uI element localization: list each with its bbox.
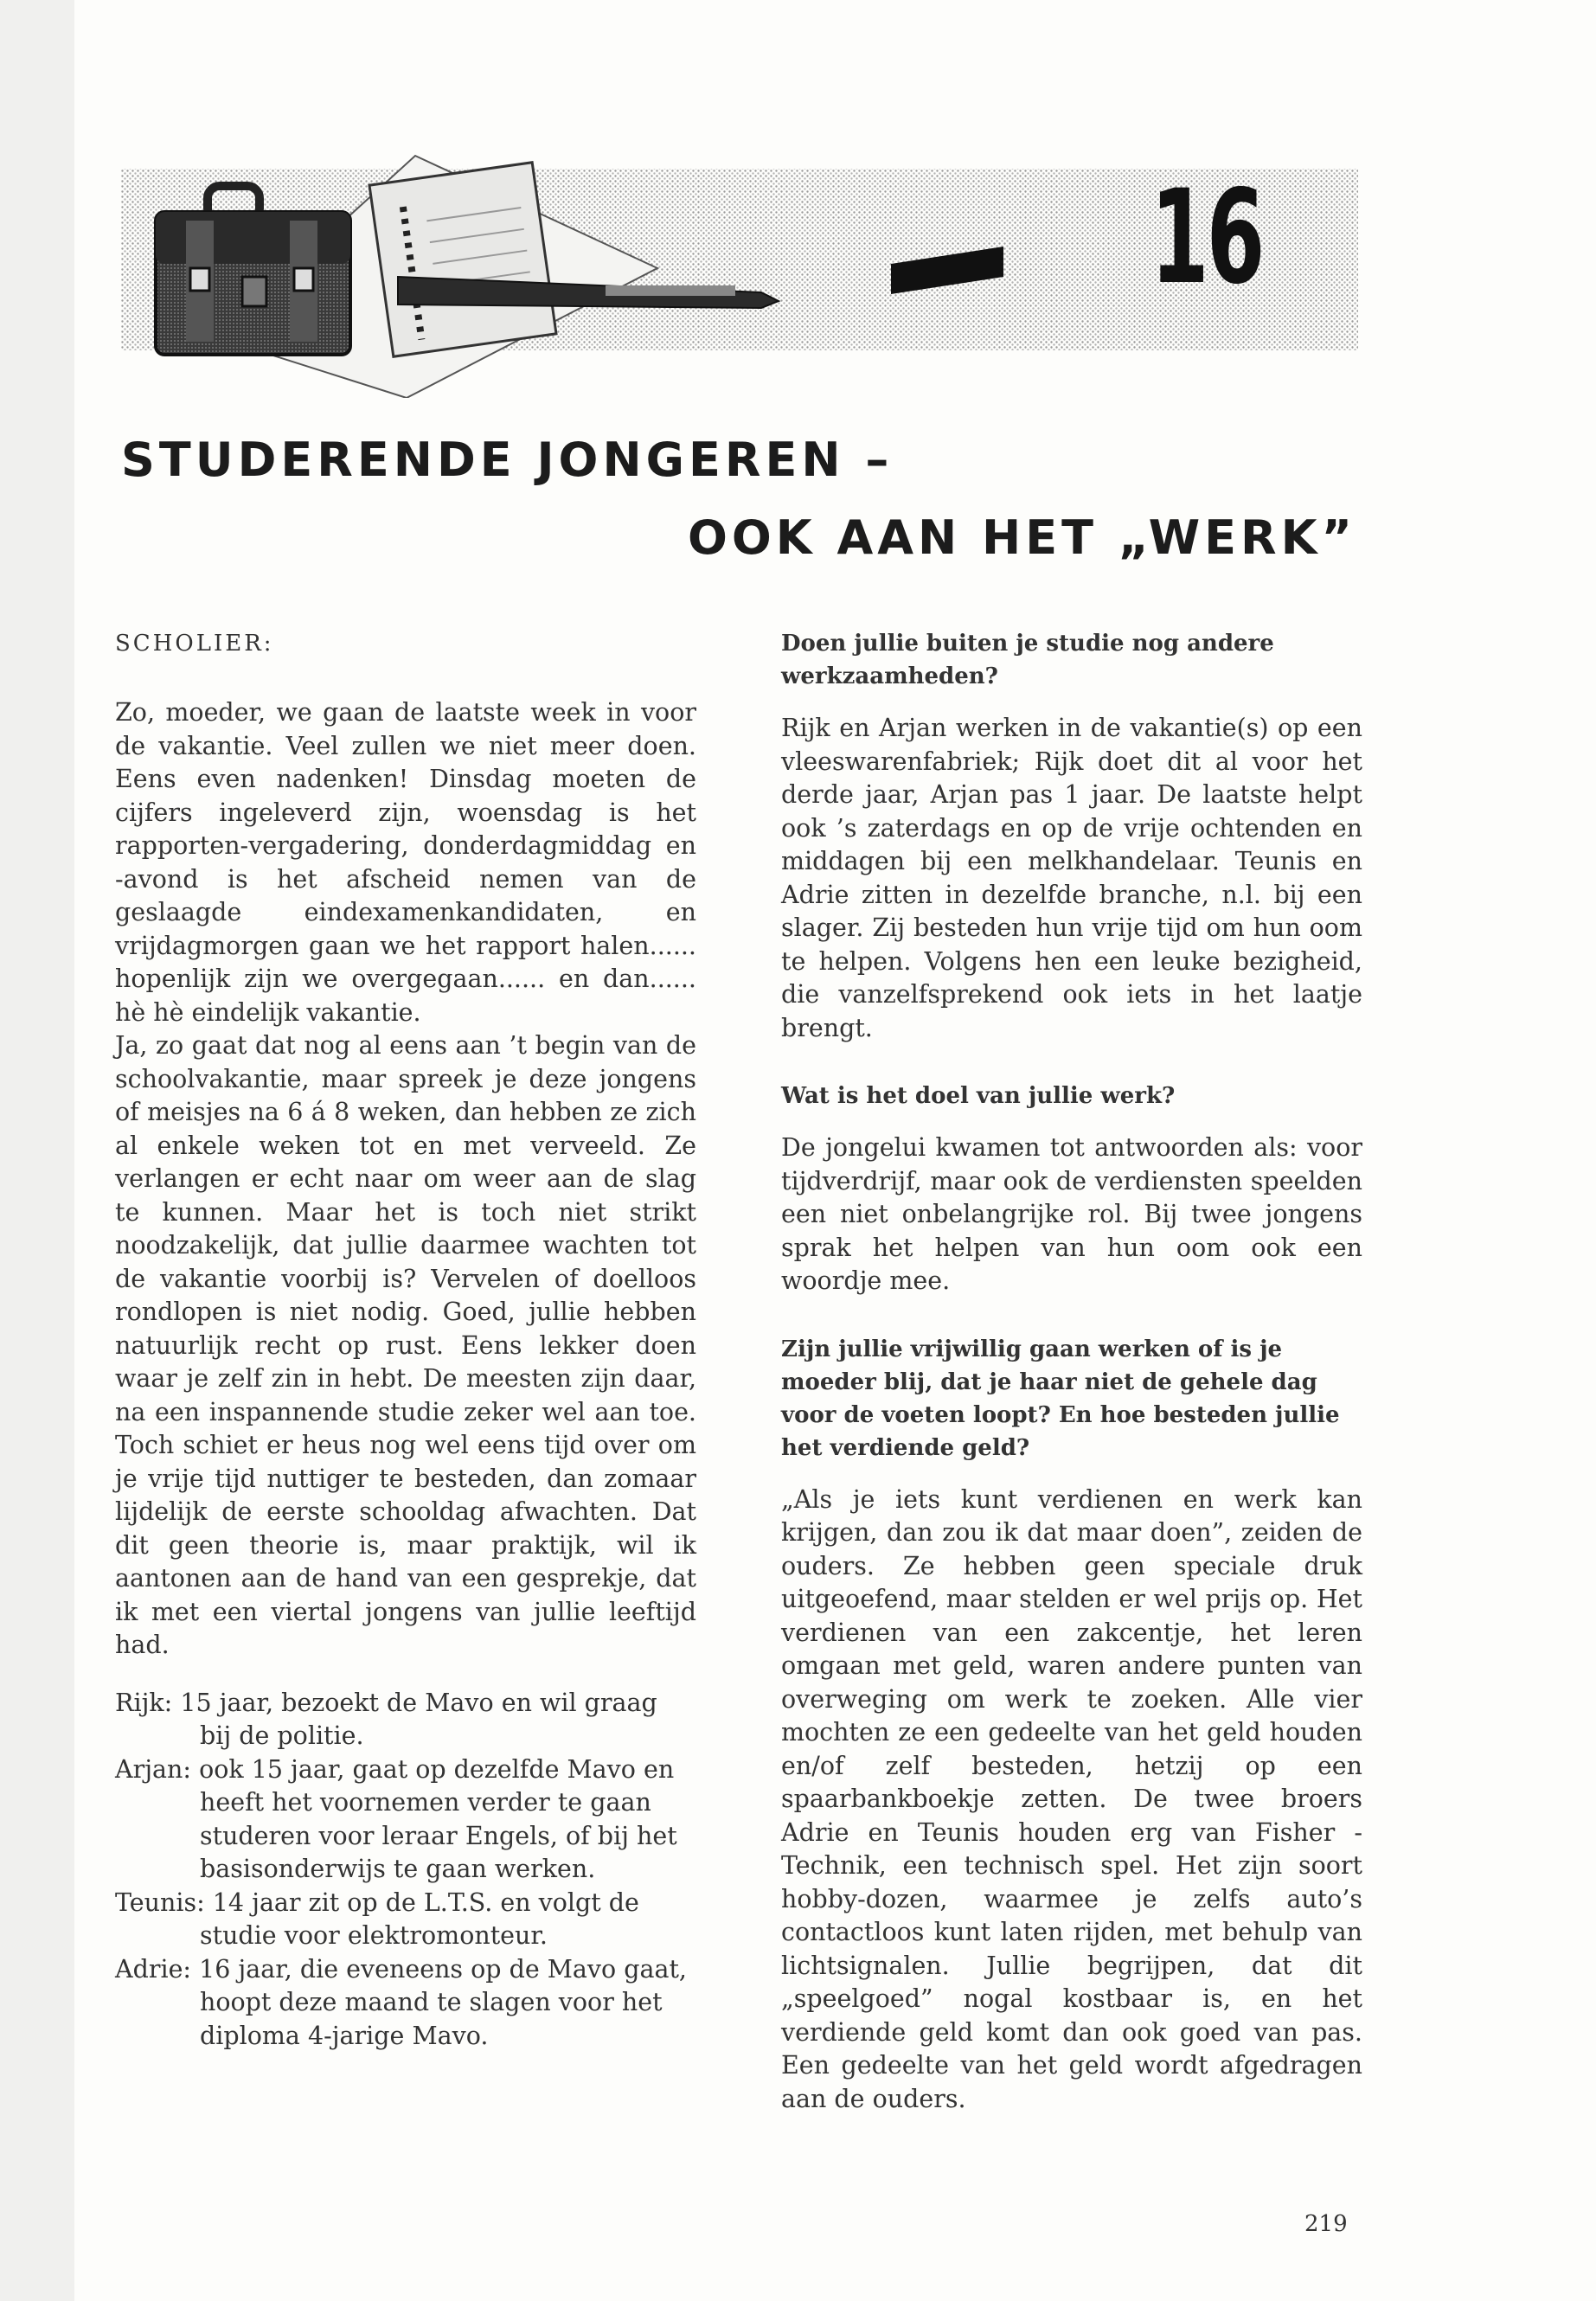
answer-3: „Als je iets kunt verdienen en werk kan krijgen, dan zou ik dat maar doen”, zeiden de ouders. Ze hebben geen speciale druk uitgeoefend, maar stelden er wel prijs op. Het verdienen van een zakcentje, het leren omgaan met geld, waren andere punten van overweging om werk te zoeken. Alle vier mochten ze een gedeelte van het geld houden en/of zelf besteden, hetzij op een spaarbankboekje zetten. De twee broers Adrie en Teunis houden erg van Fisher - Technik, een technisch spel. Het zijn soort hobby-dozen, waarmee je zelfs auto’s contactloos kunt laten rijden, met behulp van lichtsignalen. Jullie begrijpen, dat dit „speelgoed” nogal kostbaar is, en het verdiende geld komt dan ook goed van pas. Een gedeelte van het geld wordt afgedragen aan de ouders. (781, 1484, 1362, 2113)
answer-1: Rijk en Arjan werken in de vakantie(s) op een vleeswarenfabriek; Rijk doet dit al voor het derde jaar, Arjan pas 1 jaar. De laatste helpt ook ’s zaterdags en op de vrije ochtenden en middagen bij een melkhandelaar. Teunis en Adrie zitten in dezelfde branche, n.l. bij een slager. Zij besteden hun vrije tijd om hun oom te helpen. Volgens hen een leuke bezigheid, die vanzelfsprekend ook iets in het laatje brengt. (781, 714, 1362, 1042)
person-entry-adrie (115, 1953, 696, 2054)
right-column (781, 627, 1362, 2116)
question-1: Doen jullie buiten je studie nog andere werkzaamheden? (781, 631, 1274, 689)
body-paragraph: Ja, zo gaat dat nog al eens aan ’t begin van de schoolvakantie, maar spreek je deze jongens of meisjes na 6 á 8 weken, dan hebben ze zich al enkele weken tot en met verveeld. Ze verlangen er echt naar om weer aan de slag te kunnen. Maar het is toch niet strikt noodzakelijk, dat jullie daarmee wachten tot de vakantie voorbij is? Vervelen of doelloos rondlopen is niet nodig. Goed, jullie hebben natuurlijk recht op rust. Eens lekker doen waar je zelf zin in hebt. De meesten zijn daar, na een inspannende studie zeker wel aan toe. Toch schiet er heus nog wel eens tijd over om je vrije tijd nuttiger te besteden, dan zomaar lijdelijk de eerste schooldag afwachten. Dat dit geen theorie is, maar praktijk, wil ik aantonen aan de hand van een gesprekje, dat ik met een viertal jongens van jullie leeftijd had. (115, 1031, 696, 1659)
section-heading-scholier: SCHOLIER: (115, 631, 274, 657)
person-entry-teunis (115, 1887, 696, 1953)
chapter-banner (121, 138, 1358, 398)
briefcase-icon (156, 186, 350, 355)
person-name: Teunis: (115, 1888, 205, 1917)
person-entry-rijk (115, 1687, 696, 1753)
notebook-icon (369, 163, 556, 356)
person-description: ook 15 jaar, gaat op dezelfde Mavo en heeft het voornemen verder te gaan studeren voor leraar Engels, of bij het basisonderwijs te gaan werken. (199, 1754, 677, 1883)
title-line-1: STUDERENDE JONGEREN – (121, 433, 894, 487)
chapter-number: 16 (1151, 163, 1263, 313)
person-name: Rijk: (115, 1688, 173, 1717)
left-column (115, 627, 696, 2053)
answer-2: De jongelui kwamen tot antwoorden als: voor tijdverdrijf, maar ook de verdiensten speelden een niet onbelangrijke rol. Bij twee jongens sprak het helpen van hun oom ook een woordje mee. (781, 1133, 1362, 1295)
person-description: 15 jaar, bezoekt de Mavo en wil graag bij de politie. (180, 1688, 657, 1750)
question-3: Zijn jullie vrijwillig gaan werken of is je moeder blij, dat je haar niet de gehele dag voor de voeten loopt? En hoe besteden jullie het verdiende geld? (781, 1336, 1340, 1461)
scan-edge (0, 0, 74, 2301)
persons-list (115, 1687, 696, 2054)
person-description: 14 jaar zit op de L.T.S. en volgt de studie voor elektromonteur. (200, 1888, 639, 1950)
intro-paragraph: Zo, moeder, we gaan de laatste week in voor de vakantie. Veel zullen we niet meer doen. Eens even nadenken! Dinsdag moeten de cijfers ingeleverd zijn, woensdag is het rapporten-vergadering, donderdagmiddag en -avond is het afscheid nemen van de geslaagde eindexamenkandidaten, en vrijdagmorgen gaan we het rapport halen...... hopenlijk zijn we overgegaan...... en dan...... hè hè eindelijk vakantie. (115, 698, 696, 1027)
question-2: Wat is het doel van jullie werk? (781, 1083, 1176, 1109)
person-entry-arjan (115, 1753, 696, 1887)
person-name: Arjan: (115, 1754, 191, 1784)
person-name: Adrie: (115, 1954, 192, 1984)
page-number: 219 (1304, 2211, 1348, 2237)
title-line-2: OOK AAN HET „WERK” (688, 510, 1356, 565)
person-description: 16 jaar, die eveneens op de Mavo gaat, hoopt deze maand te slagen voor het diploma 4-jarige Mavo. (199, 1954, 687, 2050)
